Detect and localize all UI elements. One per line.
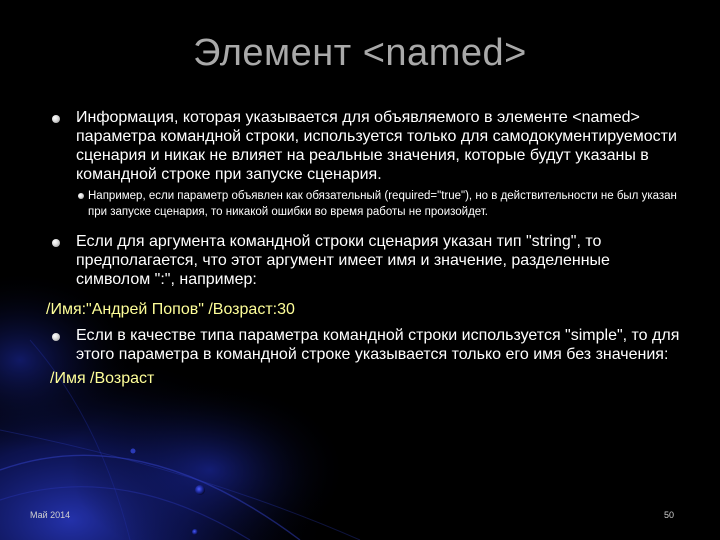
bullet-dot-icon [52,115,60,123]
bullet-item [48,232,688,289]
bullet-text: Если для аргумента командной строки сценария указан тип "string", то предполагается, что этот аргумент имеет имя и значение, разделенные символом ":", например: [76,233,610,288]
footer-date: Май 2014 [30,510,71,520]
bullet-text: Информация, которая указывается для объявляемого в элементе <named> параметра командной строки, используется только для самодокументируемости сценария и никак не влияет на реальные значения, которые будут указаны в командной строке при запуске сценария. [76,109,677,183]
bullet-text: Если в качестве типа параметра командной строки используется "simple", то для этого параметра в командной строке указывается только его имя без значения: [76,327,680,363]
bullet-item [48,326,688,364]
sub-bullet-item [48,189,688,220]
bullet-dot-icon [78,193,84,199]
sub-bullet-text: Например, если параметр объявлен как обязательный (required="true"), но в действительности не был указан при запуске сценария, то никакой ошибки во время работы не произойдет. [88,190,677,218]
bullet-dot-icon [52,333,60,341]
slide-title: Элемент <named> [193,32,527,74]
bullet-dot-icon [52,239,60,247]
example-command: /Имя:"Андрей Попов" /Возраст:30 [46,301,295,318]
page-number: 50 [664,510,675,520]
example-command: /Имя /Возраст [50,370,155,387]
slide-content [48,108,688,389]
bullet-item [48,108,688,184]
